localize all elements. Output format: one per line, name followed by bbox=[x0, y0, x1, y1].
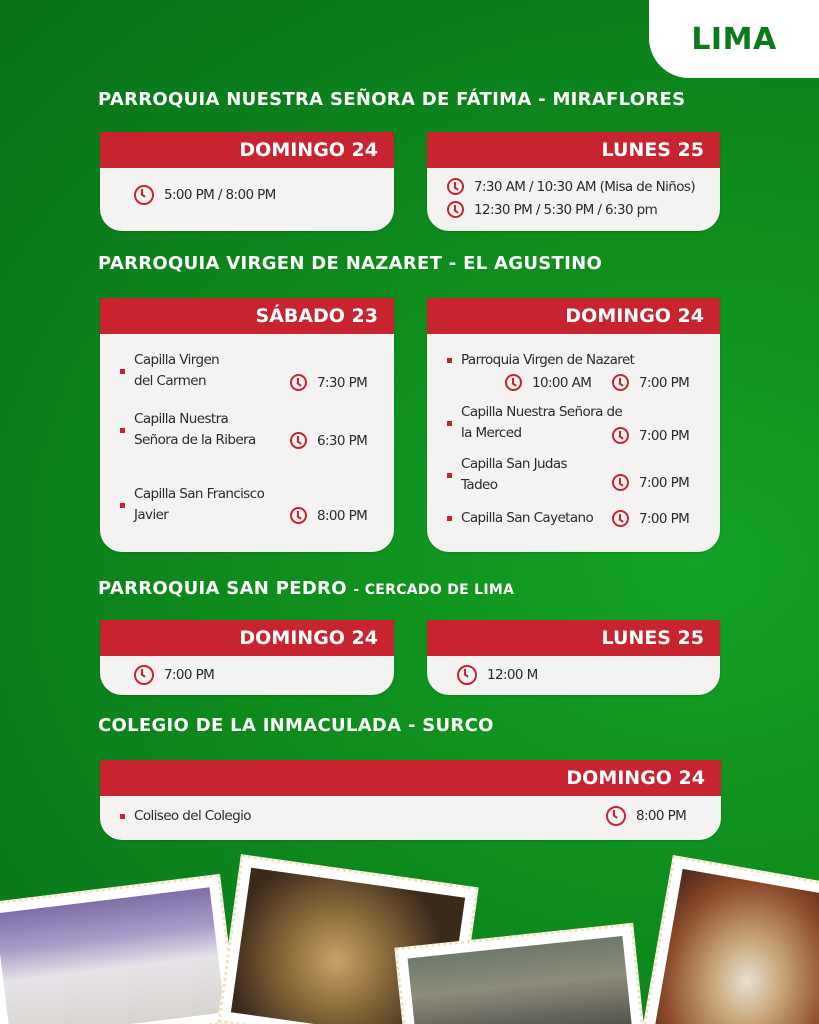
place-text: Capilla Virgen del Carmen bbox=[134, 352, 220, 389]
time-row bbox=[290, 507, 367, 524]
bullet-icon bbox=[447, 516, 452, 521]
photo-stamp-altar bbox=[640, 855, 819, 1024]
clock-icon bbox=[447, 201, 464, 218]
time-text: 8:00 PM bbox=[317, 507, 368, 524]
card-inmaculada-domingo bbox=[100, 760, 721, 840]
time-text: 7:00 PM bbox=[164, 667, 215, 683]
time-row bbox=[612, 374, 689, 391]
section-title-san-pedro bbox=[98, 578, 514, 599]
clock-icon bbox=[290, 507, 307, 524]
city-tab bbox=[649, 0, 819, 78]
clock-icon bbox=[447, 178, 464, 195]
bullet-icon bbox=[120, 503, 125, 508]
city-label: LIMA bbox=[691, 21, 777, 57]
card-san-pedro-domingo bbox=[100, 620, 394, 695]
bullet-icon bbox=[120, 428, 125, 433]
list-item bbox=[120, 484, 270, 526]
time-row bbox=[290, 374, 367, 391]
place-text: Coliseo del Colegio bbox=[134, 808, 251, 824]
bullet-icon bbox=[120, 369, 125, 374]
clock-icon bbox=[612, 474, 629, 491]
time-row bbox=[612, 510, 689, 527]
list-item bbox=[447, 352, 634, 368]
time-text: 7:00 PM bbox=[639, 374, 690, 391]
card-day-label: DOMINGO 24 bbox=[100, 132, 394, 168]
place-text: Parroquia Virgen de Nazaret bbox=[461, 352, 635, 368]
crowd-photo bbox=[408, 936, 633, 1024]
time-row bbox=[505, 374, 591, 391]
clock-icon bbox=[612, 510, 629, 527]
clock-icon bbox=[612, 374, 629, 391]
card-fatima-domingo bbox=[100, 132, 394, 231]
card-day-label: DOMINGO 24 bbox=[427, 298, 720, 334]
card-day-label: LUNES 25 bbox=[427, 132, 720, 168]
time-row bbox=[612, 427, 689, 444]
time-text: 7:30 PM bbox=[317, 374, 368, 391]
time-text: 7:00 PM bbox=[639, 474, 690, 491]
time-row bbox=[447, 178, 695, 195]
card-day-label: LUNES 25 bbox=[427, 620, 720, 656]
clock-icon bbox=[290, 374, 307, 391]
place-text: Capilla Nuestra Señora de la Merced bbox=[461, 404, 623, 441]
clock-icon bbox=[505, 374, 522, 391]
photo-collage bbox=[0, 850, 819, 1024]
place-text: Capilla San Judas Tadeo bbox=[461, 456, 567, 493]
time-text: 5:00 PM / 8:00 PM bbox=[164, 187, 276, 203]
list-item bbox=[447, 510, 593, 526]
mass-photo bbox=[0, 887, 225, 1024]
section-subtitle: - CERCADO DE LIMA bbox=[353, 582, 515, 598]
card-fatima-lunes bbox=[427, 132, 720, 231]
list-item bbox=[120, 409, 270, 451]
place-text: Capilla San Cayetano bbox=[461, 510, 594, 526]
card-day-label: DOMINGO 24 bbox=[100, 620, 394, 656]
section-title-inmaculada: COLEGIO DE LA INMACULADA - SURCO bbox=[98, 715, 494, 736]
card-nazaret-sabado bbox=[100, 298, 394, 552]
photo-stamp-mass bbox=[0, 874, 238, 1024]
card-day-label: SÁBADO 23 bbox=[100, 298, 394, 334]
card-nazaret-domingo bbox=[427, 298, 720, 552]
time-text: 8:00 PM bbox=[636, 808, 687, 824]
clock-icon bbox=[457, 665, 477, 685]
time-text: 12:30 PM / 5:30 PM / 6:30 pm bbox=[474, 201, 658, 218]
list-item bbox=[447, 454, 567, 496]
time-row bbox=[290, 432, 367, 449]
clock-icon bbox=[290, 432, 307, 449]
time-text: 10:00 AM bbox=[532, 374, 592, 391]
bullet-icon bbox=[120, 814, 125, 819]
time-row bbox=[606, 806, 686, 826]
time-text: 7:00 PM bbox=[639, 510, 690, 527]
time-row bbox=[134, 665, 214, 685]
time-text: 7:30 AM / 10:30 AM (Misa de Niños) bbox=[474, 178, 695, 195]
bullet-icon bbox=[447, 473, 452, 478]
clock-icon bbox=[606, 806, 626, 826]
section-title-fatima: PARROQUIA NUESTRA SEÑORA DE FÁTIMA - MIRAFLORES bbox=[98, 89, 686, 110]
time-text: 12:00 M bbox=[487, 667, 538, 683]
clock-icon bbox=[134, 185, 154, 205]
time-text: 6:30 PM bbox=[317, 432, 368, 449]
card-san-pedro-lunes bbox=[427, 620, 720, 695]
time-row bbox=[612, 474, 689, 491]
list-item bbox=[120, 808, 251, 824]
list-item bbox=[120, 350, 238, 392]
time-row bbox=[447, 201, 657, 218]
section-title-text: PARROQUIA SAN PEDRO bbox=[98, 578, 347, 599]
place-text: Capilla San Francisco Javier bbox=[134, 486, 265, 523]
time-text: 7:00 PM bbox=[639, 427, 690, 444]
list-item bbox=[447, 402, 627, 444]
clock-icon bbox=[134, 665, 154, 685]
section-title-nazaret: PARROQUIA VIRGEN DE NAZARET - EL AGUSTINO bbox=[98, 253, 603, 274]
place-text: Capilla Nuestra Señora de la Ribera bbox=[134, 411, 256, 448]
bullet-icon bbox=[447, 358, 452, 363]
time-row bbox=[457, 665, 538, 685]
clock-icon bbox=[612, 427, 629, 444]
altar-photo bbox=[654, 869, 819, 1024]
card-day-label: DOMINGO 24 bbox=[100, 760, 721, 796]
bullet-icon bbox=[447, 421, 452, 426]
time-row bbox=[134, 185, 276, 205]
